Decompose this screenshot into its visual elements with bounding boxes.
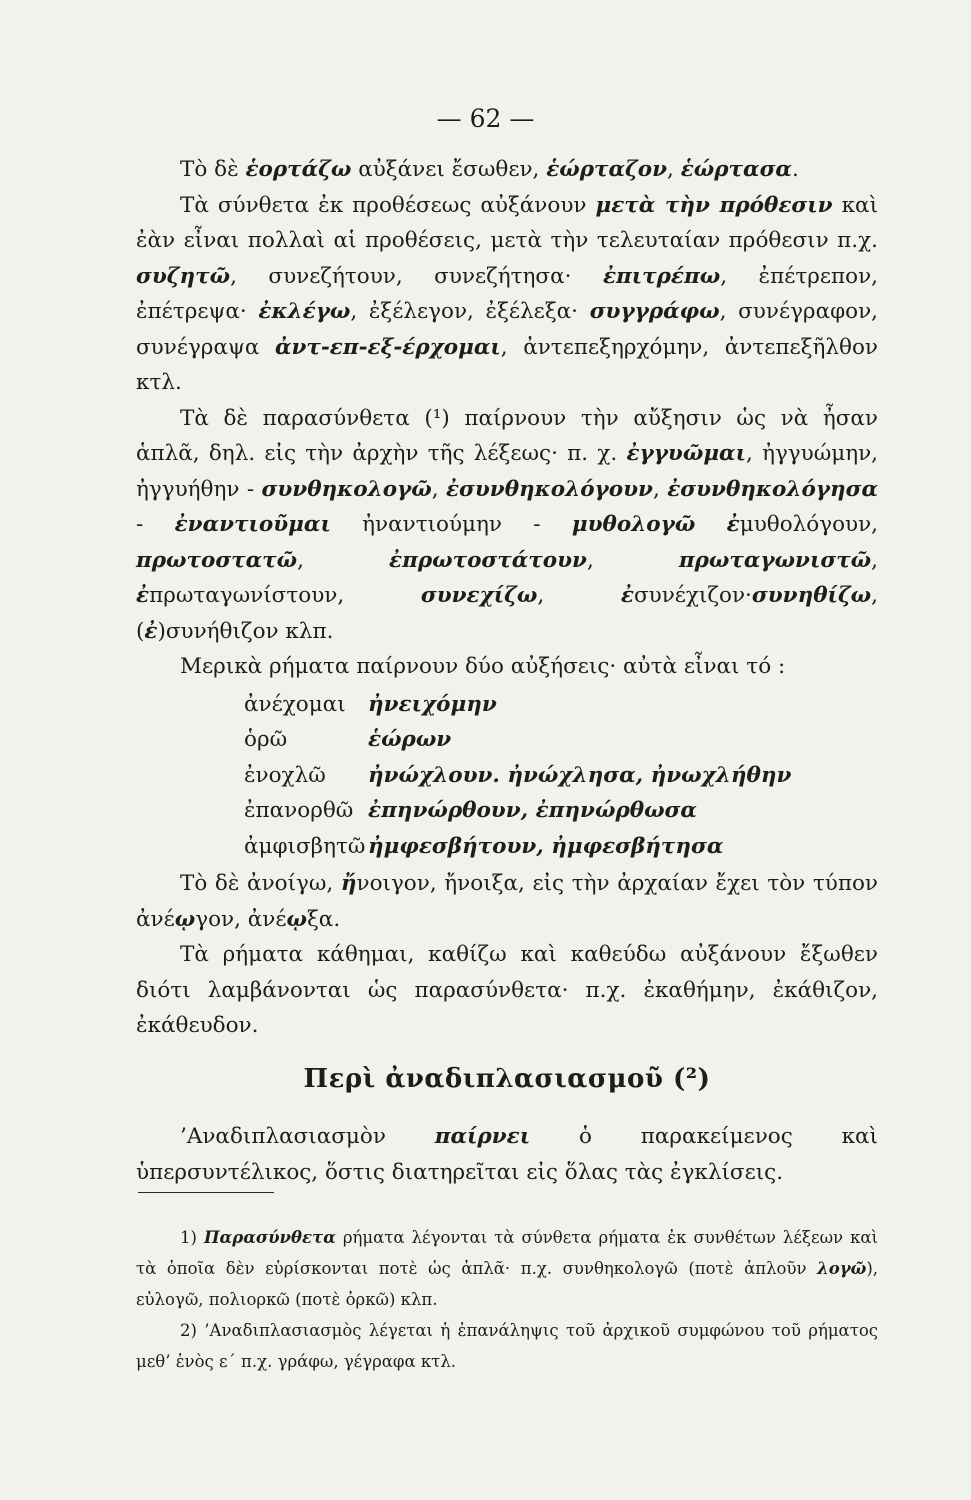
footnotes	[136, 1222, 878, 1377]
footnote-2: 2) ’Αναδιπλασιασμὸς λέγεται ἡ ἐπανάληψις τοῦ ἀρχικοῦ συμφώνου τοῦ ρήματος μεθ’ ἑνὸς ε΄ π.χ. γράφω, γέγραφα κτλ.	[136, 1321, 878, 1371]
paragraph-reduplication: ’Αναδιπλασιασμὸν παίρνει ὁ παρακείμενος καὶ ὑπερσυντέλικος, ὅστις διατηρεῖται εἰς ὅλας τὰς ἐγκλίσεις.	[136, 1124, 878, 1185]
list-item: ἐνοχλῶ ἠνώχλουν. ἠνώχλησα, ἠνωχλήθην	[244, 762, 792, 788]
paragraph-heorte: Τὸ δὲ ἑορτάζω αὐξάνει ἔσωθεν, ἑώρταζον, ἑώρτασα.	[180, 157, 799, 182]
list-item: ἀνέχομαι ἠνειχόμην	[244, 691, 497, 717]
list-item: ἐπανορθῶ ἐπηνώρθουν, ἐπηνώρθωσα	[244, 798, 697, 823]
verb-list	[244, 687, 878, 865]
page-number: — 62 —	[436, 104, 535, 133]
section-heading: Περὶ ἀναδιπλασιασμοῦ (²)	[303, 1063, 711, 1094]
footnote-divider	[138, 1192, 274, 1193]
main-text	[136, 152, 878, 1190]
list-item: ἀμφισβητῶ ἠμφεσβήτουν, ἠμφεσβήτησα	[244, 833, 724, 859]
paragraph-kathemai: Τὰ ρήματα κάθημαι, καθίζω καὶ καθεύδω αὐξάνουν ἔξωθεν διότι λαμβάνονται ὡς παρασύνθετα· π.χ. ἐκαθήμην, ἐκάθιζον, ἐκάθευδον.	[136, 942, 878, 1038]
footnote-1: 1) Παρασύνθετα ρήματα λέγονται τὰ σύνθετα ρήματα ἐκ συνθέτων λέξεων καὶ τὰ ὁποῖα δὲν εὑρίσκονται ποτὲ ὡς ἁπλᾶ· π.χ. συνθηκολογῶ (ποτὲ ἁπλοῦν λογῶ), εὐλογῶ, πολιορκῶ (ποτὲ ὀρκῶ) κλπ.	[136, 1228, 878, 1309]
paragraph-double-augment: Μερικὰ ρήματα παίρνουν δύο αὐξήσεις· αὐτὰ εἶναι τό :	[180, 654, 786, 679]
paragraph-anoigo: Τὸ δὲ ἀνοίγω, ἤνοιγον, ἤνοιξα, εἰς τὴν ἀρχαίαν ἔχει τὸν τύπον ἀνέῳγον, ἀνέῳξα.	[136, 871, 878, 932]
paragraph-compounds: Τὰ σύνθετα ἐκ προθέσεως αὐξάνουν μετὰ τὴν πρόθεσιν καὶ ἐὰν εἶναι πολλαὶ αἱ προθέσεις, μετὰ τὴν τελευταίαν πρόθεσιν π.χ. συζητῶ, συνεζήτουν, συνεζήτησα· ἐπιτρέπω, ἐπέτρεπον, ἐπέτρεψα· ἐκλέγω, ἐξέλεγον, ἐξέλεξα· συγγράφω, συνέγραφον, συνέγραψα ἀντ-επ-εξ-έρχομαι, ἀντεπεξηρχόμην, ἀντεπεξῆλθον κτλ.	[136, 192, 879, 395]
list-item: ὁρῶ ἑώρων	[244, 727, 452, 752]
paragraph-parasyntheta: Τὰ δὲ παρασύνθετα (¹) παίρνουν τὴν αὔξησιν ὡς νὰ ἦσαν ἁπλᾶ, δηλ. εἰς τὴν ἀρχὴν τῆς λέξεως· π. χ. ἐγγυῶμαι, ἠγγυώμην, ἠγγυήθην - συνθηκολογῶ, ἐσυνθηκολόγουν, ἐσυνθηκολόγησα - ἐναντιοῦμαι ἠναντιούμην - μυθολογῶ ἐμυθολόγουν, πρωτοστατῶ, ἐπρωτοστάτουν, πρωταγωνιστῶ, ἐπρωταγωνίστουν, συνεχίζω, ἐσυνέχιζον·συνηθίζω, (ἐ)συνήθιζον κλπ.	[136, 405, 879, 644]
